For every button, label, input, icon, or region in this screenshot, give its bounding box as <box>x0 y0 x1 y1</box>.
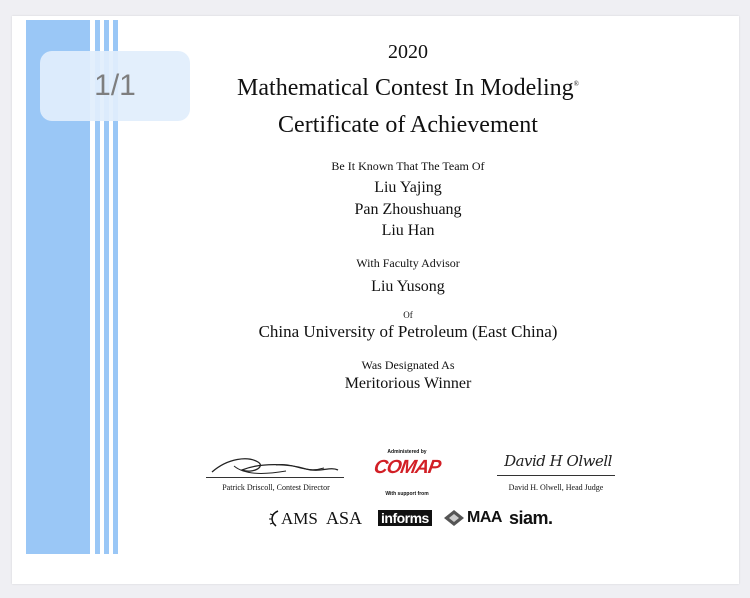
sponsor-asa: ASA <box>326 508 363 528</box>
director-caption: Patrick Driscoll, Contest Director <box>222 483 330 492</box>
designated-label: Was Designated As <box>361 358 455 372</box>
comap-logo: COMAP <box>372 457 442 478</box>
designation: Meritorious Winner <box>344 375 472 392</box>
administered-label: Administered by <box>387 449 427 455</box>
team-member: Liu Yajing <box>374 179 442 196</box>
sponsor-siam: siam. <box>509 508 553 528</box>
of-label: Of <box>403 310 413 320</box>
known-line: Be It Known That The Team Of <box>331 159 485 173</box>
advisor-name: Liu Yusong <box>371 278 445 295</box>
signature-line <box>497 475 615 476</box>
page-indicator: 1/1 <box>40 51 190 121</box>
support-label: With support from <box>385 491 429 497</box>
certificate-subtitle: Certificate of Achievement <box>278 112 538 138</box>
judge-caption: David H. Olwell, Head Judge <box>508 483 604 492</box>
maa-emblem-icon <box>443 509 465 527</box>
judge-signature: David H Olwell <box>504 452 612 470</box>
sponsor-informs: informs <box>378 510 432 526</box>
signature-line <box>206 477 344 478</box>
sponsor-maa: MAA <box>467 509 502 526</box>
advisor-label: With Faculty Advisor <box>356 256 460 270</box>
director-signature-icon <box>206 452 342 478</box>
institution-name: China University of Petroleum (East China) <box>258 322 558 341</box>
ams-laurel-icon <box>268 509 280 527</box>
team-member: Pan Zhoushuang <box>354 201 462 218</box>
contest-title <box>160 76 656 100</box>
certificate-year: 2020 <box>388 41 428 63</box>
contest-title-text: Mathematical Contest In Modeling <box>237 75 574 101</box>
registered-mark: ® <box>573 80 579 88</box>
team-member: Liu Han <box>381 222 435 239</box>
sponsor-ams: AMS <box>281 509 318 528</box>
